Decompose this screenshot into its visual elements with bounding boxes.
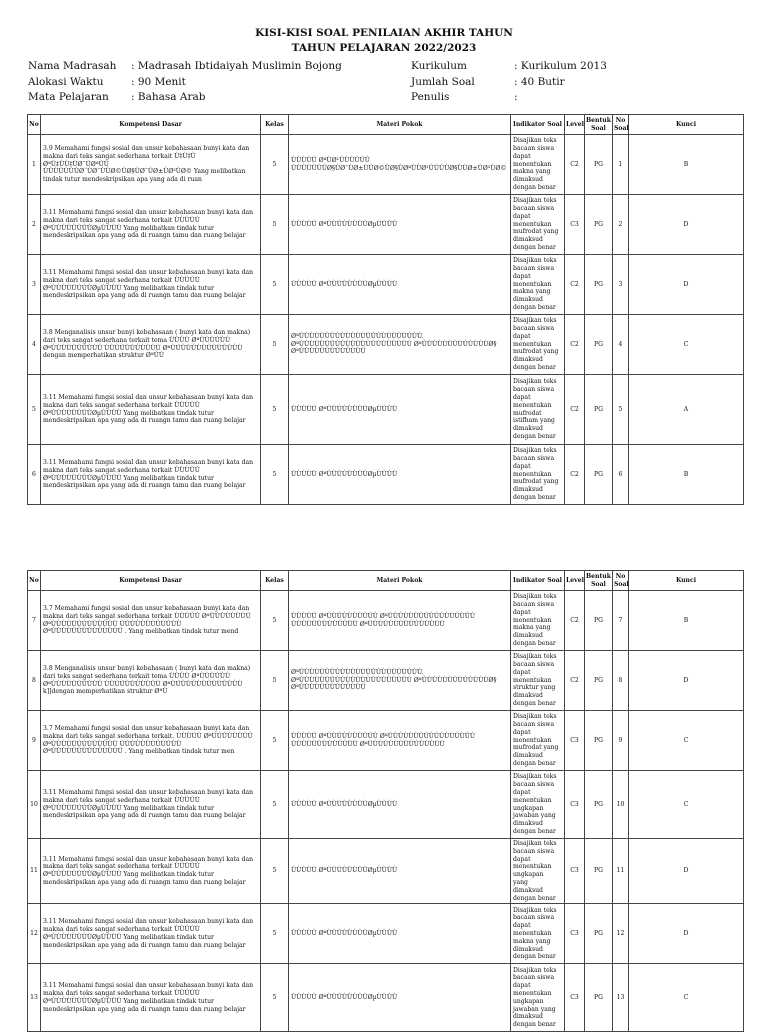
cell-kelas: 5 bbox=[261, 375, 289, 445]
meta-key: Alokasi Waktu bbox=[28, 75, 104, 88]
cell-kunci: B bbox=[629, 445, 744, 505]
cell-materi: ØªÙÙÙÙÙÙÙÙÙÙÙÙÙÙÙÙÙÙÙÙÙÙÙÙ. ØªÙÙÙÙÙÙÙÙÙÙÙÙÙÙÙÙÙÙÙÙÙÙ ØªÙÙÙÙÙÙÙÙÙÙÙÙÙØ§ ØªÙÙÙÙÙÙÙÙÙÙÙÙÙ bbox=[289, 651, 511, 711]
cell-indikator bbox=[511, 591, 565, 651]
page-break bbox=[0, 530, 768, 531]
meta-value: : 90 Menit bbox=[131, 75, 186, 88]
cell-kompetensi: 3.11 Memahami fungsi sosial dan unsur kebahasaan bunyi kata dan makna dari teks sangat sederhana terkait ÙÙÙÙÙ ØªÙÙÙÙÙÙÙÙØµÙÙÙÙ Yang melibatkan tindak tutur mendeskripsikan apa yang ada di ruangn tamu dan ruang belajar bbox=[41, 255, 261, 315]
cell-nosoal: 11 bbox=[613, 839, 629, 904]
cell-nosoal: 10 bbox=[613, 771, 629, 839]
cell-indikator bbox=[511, 375, 565, 445]
indikator-text: Disajikan teks bacaan siswa dapat menentukan struktur yang dimaksud dengan benar bbox=[513, 653, 557, 707]
table-body bbox=[28, 591, 744, 1032]
cell-materi: ÙÙÙÙÙ ØªÙÙÙÙÙÙÙÙØµÙÙÙÙ bbox=[289, 445, 511, 505]
cell-kelas: 5 bbox=[261, 255, 289, 315]
col-header-kelas: Kelas bbox=[261, 115, 289, 135]
cell-no: 1 bbox=[28, 135, 41, 195]
cell-bentuk: PG bbox=[585, 964, 613, 1032]
cell-kunci: B bbox=[629, 135, 744, 195]
cell-no: 8 bbox=[28, 651, 41, 711]
indikator-text: Disajikan teks bacaan siswa dapat menentukan ungkapan jawaban yang dimaksud dengan benar bbox=[513, 966, 557, 1029]
table-row bbox=[28, 771, 744, 839]
cell-kelas: 5 bbox=[261, 839, 289, 904]
cell-no: 7 bbox=[28, 591, 41, 651]
col-header-nosoal: No Soal bbox=[613, 115, 629, 135]
cell-kompetensi: 3.8 Menganalisis unsur bunyi kebahasaan ( bunyi kata dan makna) dari teks sangat sederhana terkait tema ÙÙÙÙ ØªÙÙÙÙÙÙ ØªÙÙÙÙÙÙÙÙÙÙ ÙÙÙÙÙÙÙÙÙÙÙ ØªÙÙÙÙÙÙÙÙÙÙÙÙÙÙ dengan memperhatikan struktur ØªÙÙ bbox=[41, 315, 261, 375]
cell-no: 4 bbox=[28, 315, 41, 375]
cell-bentuk: PG bbox=[585, 315, 613, 375]
cell-materi: ÙÙÙÙÙ ØªÙÙÙÙÙÙÙÙØµÙÙÙÙ bbox=[289, 771, 511, 839]
cell-kunci: B bbox=[629, 591, 744, 651]
cell-indikator bbox=[511, 315, 565, 375]
cell-level: C3 bbox=[565, 195, 585, 255]
cell-bentuk: PG bbox=[585, 651, 613, 711]
table-row bbox=[28, 445, 744, 505]
cell-nosoal: 5 bbox=[613, 375, 629, 445]
meta-value: : Bahasa Arab bbox=[131, 91, 206, 103]
cell-bentuk: PG bbox=[585, 771, 613, 839]
cell-kompetensi: 3.7 Memahami fungsi sosial dan unsur kebahasaan bunyi kata dan makna dari teks sangat sederhana terkait. ÙÙÙÙÙ ØªÙÙÙÙÙÙÙÙ ØªÙÙÙÙÙÙÙÙÙÙÙÙÙ ÙÙÙÙÙÙÙÙÙÙÙÙ ØªÙÙÙÙÙÙÙÙÙÙÙÙÙÙ . Yang melibatkan tindak tutur men bbox=[41, 711, 261, 771]
cell-nosoal: 1 bbox=[613, 135, 629, 195]
cell-materi: ÙÙÙÙÙ ØªÙÙÙÙÙÙÙÙØµÙÙÙÙ bbox=[289, 839, 511, 904]
meta-row bbox=[28, 91, 748, 107]
indikator-text: Disajikan teks bacaan siswa dapat menentukan ungkapan yang dimaksud dengan benar bbox=[513, 840, 557, 902]
cell-no: 5 bbox=[28, 375, 41, 445]
cell-kelas: 5 bbox=[261, 964, 289, 1032]
cell-nosoal: 7 bbox=[613, 591, 629, 651]
cell-nosoal: 9 bbox=[613, 711, 629, 771]
cell-level: C2 bbox=[565, 135, 585, 195]
table-header-row bbox=[28, 571, 744, 591]
cell-kelas: 5 bbox=[261, 771, 289, 839]
meta-row bbox=[28, 76, 748, 92]
cell-kompetensi: 3.7 Memahami fungsi sosial dan unsur kebahasaan bunyi kata dan makna dari teks sangat sederhana terkait ÙÙÙÙÙ ØªÙÙÙÙÙÙÙÙ ØªÙÙÙÙÙÙÙÙÙÙÙÙÙ ÙÙÙÙÙÙÙÙÙÙÙÙ ØªÙÙÙÙÙÙÙÙÙÙÙÙÙÙ . Yang melibatkan tindak tutur mend bbox=[41, 591, 261, 651]
meta-value: : 40 Butir bbox=[514, 75, 565, 88]
cell-no: 13 bbox=[28, 964, 41, 1032]
cell-nosoal: 8 bbox=[613, 651, 629, 711]
meta-key: Jumlah Soal bbox=[411, 75, 475, 88]
cell-materi: ÙÙÙÙÙ ØªÙÙÙÙÙÙÙÙÙÙ ØªÙÙÙÙÙÙÙÙÙÙÙÙÙÙÙÙÙ ÙÙÙÙÙÙÙÙÙÙÙÙÙ ØªÙÙÙÙÙÙÙÙÙÙÙÙÙÙÙ bbox=[289, 591, 511, 651]
indikator-text: Disajikan teks bacaan siswa dapat menentukan makna yang dimaksud dengan benar bbox=[513, 906, 557, 961]
cell-no: 9 bbox=[28, 711, 41, 771]
table-row bbox=[28, 964, 744, 1032]
cell-level: C2 bbox=[565, 375, 585, 445]
meta-value: : Kurikulum 2013 bbox=[514, 60, 607, 72]
col-header-no: No bbox=[28, 571, 41, 591]
cell-kunci: C bbox=[629, 964, 744, 1032]
cell-nosoal: 4 bbox=[613, 315, 629, 375]
cell-materi: ÙÙÙÙÙ ØªÙØ¹ÙÙÙÙÙÙ ÙÙÙÙÙÙÙØ§ÙØ¯ÙØ±ÙÙØ©ÙØ§ÙØªÙÙØ¹ÙÙÙÙØ§ÙÙØ±ÙØ³ÙØ© bbox=[289, 135, 511, 195]
cell-level: C3 bbox=[565, 904, 585, 964]
cell-kelas: 5 bbox=[261, 445, 289, 505]
meta-value: : Madrasah Ibtidaiyah Muslimin Bojong bbox=[131, 60, 342, 72]
indikator-text: Disajikan teks bacaan siswa dapat menentukan makna yang dimaksud dengan benar bbox=[513, 137, 557, 191]
cell-indikator bbox=[511, 711, 565, 771]
col-header-kunci: Kunci bbox=[629, 115, 744, 135]
indikator-text: Disajikan teks bacaan siswa dapat menentukan mufrodat yang dimaksud dengan benar bbox=[513, 317, 559, 371]
cell-indikator bbox=[511, 964, 565, 1032]
cell-level: C3 bbox=[565, 964, 585, 1032]
cell-no: 2 bbox=[28, 195, 41, 255]
col-header-indikator: Indikator Soal bbox=[511, 115, 565, 135]
table-header-row bbox=[28, 115, 744, 135]
cell-kunci: D bbox=[629, 255, 744, 315]
col-header-level: Level bbox=[565, 571, 585, 591]
table-row bbox=[28, 591, 744, 651]
cell-kelas: 5 bbox=[261, 135, 289, 195]
col-header-indikator: Indikator Soal bbox=[511, 571, 565, 591]
cell-no: 6 bbox=[28, 445, 41, 505]
cell-kompetensi: 3.11 Memahami fungsi sosial dan unsur kebahasaan bunyi kata dan makna dari teks sangat sederhana terkait ÙÙÙÙÙ ØªÙÙÙÙÙÙÙÙØµÙÙÙÙ Yang melibatkan tindak tutur mendeskripsikan apa yang ada di ruangn tamu dan ruang belajar bbox=[41, 904, 261, 964]
cell-kelas: 5 bbox=[261, 904, 289, 964]
cell-nosoal: 12 bbox=[613, 904, 629, 964]
cell-indikator bbox=[511, 651, 565, 711]
cell-kunci: A bbox=[629, 375, 744, 445]
meta-key: Mata Pelajaran bbox=[28, 91, 109, 103]
cell-no: 3 bbox=[28, 255, 41, 315]
cell-level: C3 bbox=[565, 711, 585, 771]
cell-indikator bbox=[511, 195, 565, 255]
cell-kunci: D bbox=[629, 195, 744, 255]
col-header-materi: Materi Pokok bbox=[289, 571, 511, 591]
meta-row bbox=[28, 60, 748, 76]
cell-indikator bbox=[511, 904, 565, 964]
col-header-no: No bbox=[28, 115, 41, 135]
cell-no: 11 bbox=[28, 839, 41, 904]
table-row bbox=[28, 135, 744, 195]
cell-materi: ÙÙÙÙÙ ØªÙÙÙÙÙÙÙÙØµÙÙÙÙ bbox=[289, 195, 511, 255]
cell-kompetensi: 3.11 Memahami fungsi sosial dan unsur kebahasaan bunyi kata dan makna dari teks sangat sederhana terkait ÙÙÙÙÙ ØªÙÙÙÙÙÙÙÙØµÙÙÙÙ Yang melibatkan tindak tutur mendeskripsikan apa yang ada di ruangn tamu dan ruang belajar bbox=[41, 195, 261, 255]
kisi-kisi-table bbox=[27, 114, 744, 505]
document-title: KISI-KISI SOAL PENILAIAN AKHIR TAHUN bbox=[255, 27, 513, 39]
table-row bbox=[28, 195, 744, 255]
table-row bbox=[28, 651, 744, 711]
cell-indikator bbox=[511, 255, 565, 315]
cell-kunci: D bbox=[629, 839, 744, 904]
cell-kelas: 5 bbox=[261, 315, 289, 375]
cell-kunci: C bbox=[629, 711, 744, 771]
table-row bbox=[28, 839, 744, 904]
col-header-bentuk: Bentuk Soal bbox=[585, 571, 613, 591]
col-header-level: Level bbox=[565, 115, 585, 135]
col-header-kunci: Kunci bbox=[629, 571, 744, 591]
cell-level: C2 bbox=[565, 445, 585, 505]
col-header-kelas: Kelas bbox=[261, 571, 289, 591]
cell-bentuk: PG bbox=[585, 591, 613, 651]
col-header-materi: Materi Pokok bbox=[289, 115, 511, 135]
table-row bbox=[28, 255, 744, 315]
col-header-bentuk: Bentuk Soal bbox=[585, 115, 613, 135]
cell-bentuk: PG bbox=[585, 904, 613, 964]
col-header-nosoal: No Soal bbox=[613, 571, 629, 591]
col-header-kompetensi: Kompetensi Dasar bbox=[41, 115, 261, 135]
cell-bentuk: PG bbox=[585, 375, 613, 445]
meta-key: Kurikulum bbox=[411, 60, 467, 72]
cell-kelas: 5 bbox=[261, 711, 289, 771]
cell-level: C3 bbox=[565, 771, 585, 839]
meta-key: Penulis bbox=[411, 91, 450, 103]
indikator-text: Disajikan teks bacaan siswa dapat menentukan mufrodat yang dimaksud dengan benar bbox=[513, 447, 559, 501]
cell-materi: ÙÙÙÙÙ ØªÙÙÙÙÙÙÙÙØµÙÙÙÙ bbox=[289, 904, 511, 964]
indikator-text: Disajikan teks bacaan siswa dapat menentukan makna yang dimaksud dengan benar bbox=[513, 593, 557, 647]
cell-indikator bbox=[511, 135, 565, 195]
cell-materi: ØªÙÙÙÙÙÙÙÙÙÙÙÙÙÙÙÙÙÙÙÙÙÙÙÙ. ØªÙÙÙÙÙÙÙÙÙÙÙÙÙÙÙÙÙÙÙÙÙÙ ØªÙÙÙÙÙÙÙÙÙÙÙÙÙØ§ ØªÙÙÙÙÙÙÙÙÙÙÙÙÙ bbox=[289, 315, 511, 375]
cell-materi: ÙÙÙÙÙ ØªÙÙÙÙÙÙÙÙØµÙÙÙÙ bbox=[289, 255, 511, 315]
cell-kompetensi: 3.11 Memahami fungsi sosial dan unsur kebahasaan bunyi kata dan makna dari teks sangat sederhana terkait ÙÙÙÙÙ ØªÙÙÙÙÙÙÙÙØµÙÙÙÙ Yang melibatkan tindak tutur mendeskripsikan apa yang ada di ruangn tamu dan ruang belajar bbox=[41, 771, 261, 839]
cell-no: 10 bbox=[28, 771, 41, 839]
cell-nosoal: 3 bbox=[613, 255, 629, 315]
cell-bentuk: PG bbox=[585, 255, 613, 315]
cell-nosoal: 6 bbox=[613, 445, 629, 505]
indikator-text: Disajikan teks bacaan siswa dapat menentukan mufrodat yang dimaksud dengan benar bbox=[513, 197, 559, 251]
table-row bbox=[28, 375, 744, 445]
meta-key: Nama Madrasah bbox=[28, 60, 117, 72]
col-header-kompetensi: Kompetensi Dasar bbox=[41, 571, 261, 591]
cell-kunci: C bbox=[629, 315, 744, 375]
cell-kunci: D bbox=[629, 904, 744, 964]
indikator-text: Disajikan teks bacaan siswa dapat menentukan mufrodat istifham yang dimaksud dengan benar bbox=[513, 378, 557, 440]
cell-level: C3 bbox=[565, 839, 585, 904]
kisi-kisi-table-continued bbox=[27, 570, 744, 1032]
cell-kompetensi: 3.11 Memahami fungsi sosial dan unsur kebahasaan bunyi kata dan makna dari teks sangat sederhana terkait ÙÙÙÙÙ ØªÙÙÙÙÙÙÙÙØµÙÙÙÙ Yang melibatkan tindak tutur mendeskripsikan apa yang ada di ruangn tamu dan ruang belajar bbox=[41, 375, 261, 445]
cell-bentuk: PG bbox=[585, 195, 613, 255]
table-row bbox=[28, 711, 744, 771]
table-row bbox=[28, 315, 744, 375]
cell-indikator bbox=[511, 839, 565, 904]
cell-kunci: D bbox=[629, 651, 744, 711]
cell-kelas: 5 bbox=[261, 591, 289, 651]
cell-kompetensi: 3.9 Memahami fungsi sosial dan unsur kebahasaan bunyi kata dan makna dari teks sangat sederhana terkait Ù‡Ù‡Ù ØªÙ‡ÙÙ‡ÙØ¯ÙØªÙÙ ÙÙÙÙÙÙÙØ¨ÙØ¯ÙÙØ©ÙØ§ÙØ¯ÙØ±ÙØ³ÙØ© Yang melibatkan tindak tutur mendeskripsikan apa yang ada di ruan bbox=[41, 135, 261, 195]
cell-bentuk: PG bbox=[585, 135, 613, 195]
cell-bentuk: PG bbox=[585, 445, 613, 505]
cell-no: 12 bbox=[28, 904, 41, 964]
cell-kelas: 5 bbox=[261, 651, 289, 711]
cell-materi: ÙÙÙÙÙ ØªÙÙÙÙÙÙÙÙÙÙ ØªÙÙÙÙÙÙÙÙÙÙÙÙÙÙÙÙÙ ÙÙÙÙÙÙÙÙÙÙÙÙÙ ØªÙÙÙÙÙÙÙÙÙÙÙÙÙÙÙ bbox=[289, 711, 511, 771]
document-meta bbox=[28, 60, 748, 107]
cell-bentuk: PG bbox=[585, 711, 613, 771]
cell-level: C2 bbox=[565, 591, 585, 651]
cell-level: C2 bbox=[565, 255, 585, 315]
indikator-text: Disajikan teks bacaan siswa dapat menentukan ungkapan jawaban yang dimaksud dengan benar bbox=[513, 773, 557, 835]
cell-nosoal: 13 bbox=[613, 964, 629, 1032]
cell-materi: ÙÙÙÙÙ ØªÙÙÙÙÙÙÙÙØµÙÙÙÙ bbox=[289, 375, 511, 445]
cell-nosoal: 2 bbox=[613, 195, 629, 255]
table-body bbox=[28, 135, 744, 505]
cell-indikator bbox=[511, 445, 565, 505]
document-subtitle: TAHUN PELAJARAN 2022/2023 bbox=[291, 42, 477, 54]
indikator-text: Disajikan teks bacaan siswa dapat menentukan makna yang dimaksud dengan benar bbox=[513, 257, 557, 311]
cell-kunci: C bbox=[629, 771, 744, 839]
cell-indikator bbox=[511, 771, 565, 839]
cell-level: C2 bbox=[565, 651, 585, 711]
cell-level: C2 bbox=[565, 315, 585, 375]
meta-value: : bbox=[514, 91, 518, 103]
cell-kompetensi: 3.11 Memahami fungsi sosial dan unsur kebahasaan bunyi kata dan makna dari teks sangat sederhana terkait ÙÙÙÙÙ ØªÙÙÙÙÙÙÙÙØµÙÙÙÙ Yang melibatkan tindak tutur mendeskripsikan apa yang ada di ruangn tamu dan ruang belajar bbox=[41, 445, 261, 505]
cell-kompetensi: 3.8 Menganalisis unsur bunyi kebahasaan ( bunyi kata dan makna) dari teks sangat sederhana terkait tema ÙÙÙÙ ØªÙÙÙÙÙÙ ØªÙÙÙÙÙÙÙÙÙÙ ÙÙÙÙÙÙÙÙÙÙÙ ØªÙÙÙÙÙÙÙÙÙÙÙÙÙÙ k]]dengan memperhatikan struktur ØªÙ bbox=[41, 651, 261, 711]
cell-bentuk: PG bbox=[585, 839, 613, 904]
table-row bbox=[28, 904, 744, 964]
cell-kompetensi: 3.11 Memahami fungsi sosial dan unsur kebahasaan bunyi kata dan makna dari teks sangat sederhana terkait ÙÙÙÙÙ ØªÙÙÙÙÙÙÙÙØµÙÙÙÙ Yang melibatkan tindak tutur mendeskripsikan apa yang ada di ruangn tamu dan ruang belajar bbox=[41, 964, 261, 1032]
cell-kompetensi: 3.11 Memahami fungsi sosial dan unsur kebahasaan bunyi kata dan makna dari teks sangat sederhana terkait ÙÙÙÙÙ ØªÙÙÙÙÙÙÙÙØµÙÙÙÙ Yang melibatkan tindak tutur mendeskripsikan apa yang ada di ruangn tamu dan ruang belajar bbox=[41, 839, 261, 904]
cell-kelas: 5 bbox=[261, 195, 289, 255]
indikator-text: Disajikan teks bacaan siswa dapat menentukan mufrodat yang dimaksud dengan benar bbox=[513, 713, 559, 767]
cell-materi: ÙÙÙÙÙ ØªÙÙÙÙÙÙÙÙØµÙÙÙÙ bbox=[289, 964, 511, 1032]
